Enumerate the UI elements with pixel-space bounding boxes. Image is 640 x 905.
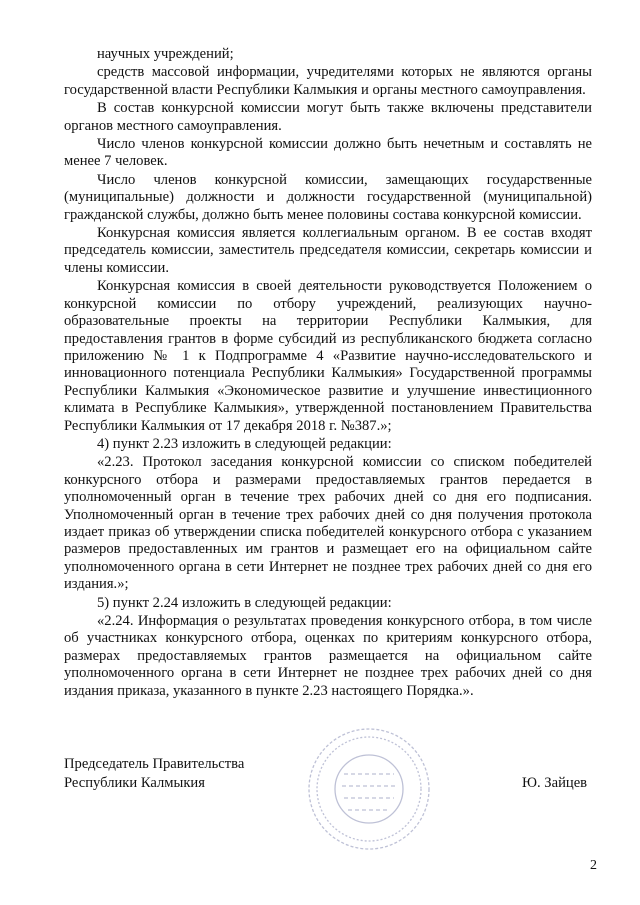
paragraph-3: В состав конкурсной комиссии могут быть также включены представители органов местного самоуправления.: [64, 100, 592, 134]
paragraph-2: средств массовой информации, учредителями которых не являются органы государственной власти Республики Калмыкия и органы местного самоуправления.: [64, 64, 592, 98]
signatory-position-line1: Председатель Правительства: [64, 756, 245, 772]
official-stamp-icon: [304, 724, 434, 854]
paragraph-10: 5) пункт 2.24 изложить в следующей редакции:: [97, 594, 392, 611]
paragraph-7: Конкурсная комиссия в своей деятельности руководствуется Положением о конкурсной комиссии по отбору учреждений, реализующих научно-образовательные проекты на территории Республики Калмыкия, для предоставления грантов в форме субсидий из республиканского бюджета согласно приложению № 1 к Подпрограмме 4 «Развитие научно-исследовательского и инновационного потенциала Республики Калмыкия» Государственной программы Республики Калмыкия «Экономическое развитие и улучшение инвестиционного климата в Республике Калмыкия», утвержденной постановлением Правительства Республики Калмыкия от 17 декабря 2018 г. №387.»;: [64, 278, 592, 434]
signatory-position-line2: Республики Калмыкия: [64, 775, 205, 791]
paragraph-4: Число членов конкурсной комиссии должно быть нечетным и составлять не менее 7 человек.: [64, 136, 592, 170]
paragraph-11: «2.24. Информация о результатах проведения конкурсного отбора, в том числе об участниках конкурсного отбора, оценках по критериям конкурсного отбора, размерах предоставляемых грантов размещается на официальном сайте уполномоченного органа в сети Интернет не позднее трех рабочих дней со дня издания приказа, указанного в пункте 2.23 настоящего Порядка.».: [64, 613, 592, 699]
page-number: 2: [590, 858, 597, 873]
paragraph-9: «2.23. Протокол заседания конкурсной комиссии со списком победителей конкурсного отбора и размерами предоставляемых грантов передается в уполномоченный орган в течение трех рабочих дней со дня его подписания. Уполномоченный орган в течение трех рабочих дней со дня получения протокола издает приказ об утверждении списка победителей конкурсного отбора с указанием размеров предоставленных им грантов и размещает его на официальном сайте уполномоченного органа в сети Интернет не позднее трех рабочих дней со дня его издания.»;: [64, 454, 592, 593]
paragraph-5: Число членов конкурсной комиссии, замещающих государственные (муниципальные) должности и должности государственной (муниципальной) гражданской службы, должно быть менее половины состава конкурсной комиссии.: [64, 171, 592, 223]
paragraph-6: Конкурсная комиссия является коллегиальным органом. В ее состав входят председатель комиссии, заместитель председателя комиссии, секретарь комиссии и члены комиссии.: [64, 225, 592, 276]
document-body: [64, 46, 592, 701]
signatory-position: [64, 755, 244, 793]
paragraph-1: научных учреждений;: [97, 46, 234, 62]
paragraph-8: 4) пункт 2.23 изложить в следующей редакции:: [97, 435, 392, 452]
signatory-name: Ю. Зайцев: [522, 775, 588, 791]
